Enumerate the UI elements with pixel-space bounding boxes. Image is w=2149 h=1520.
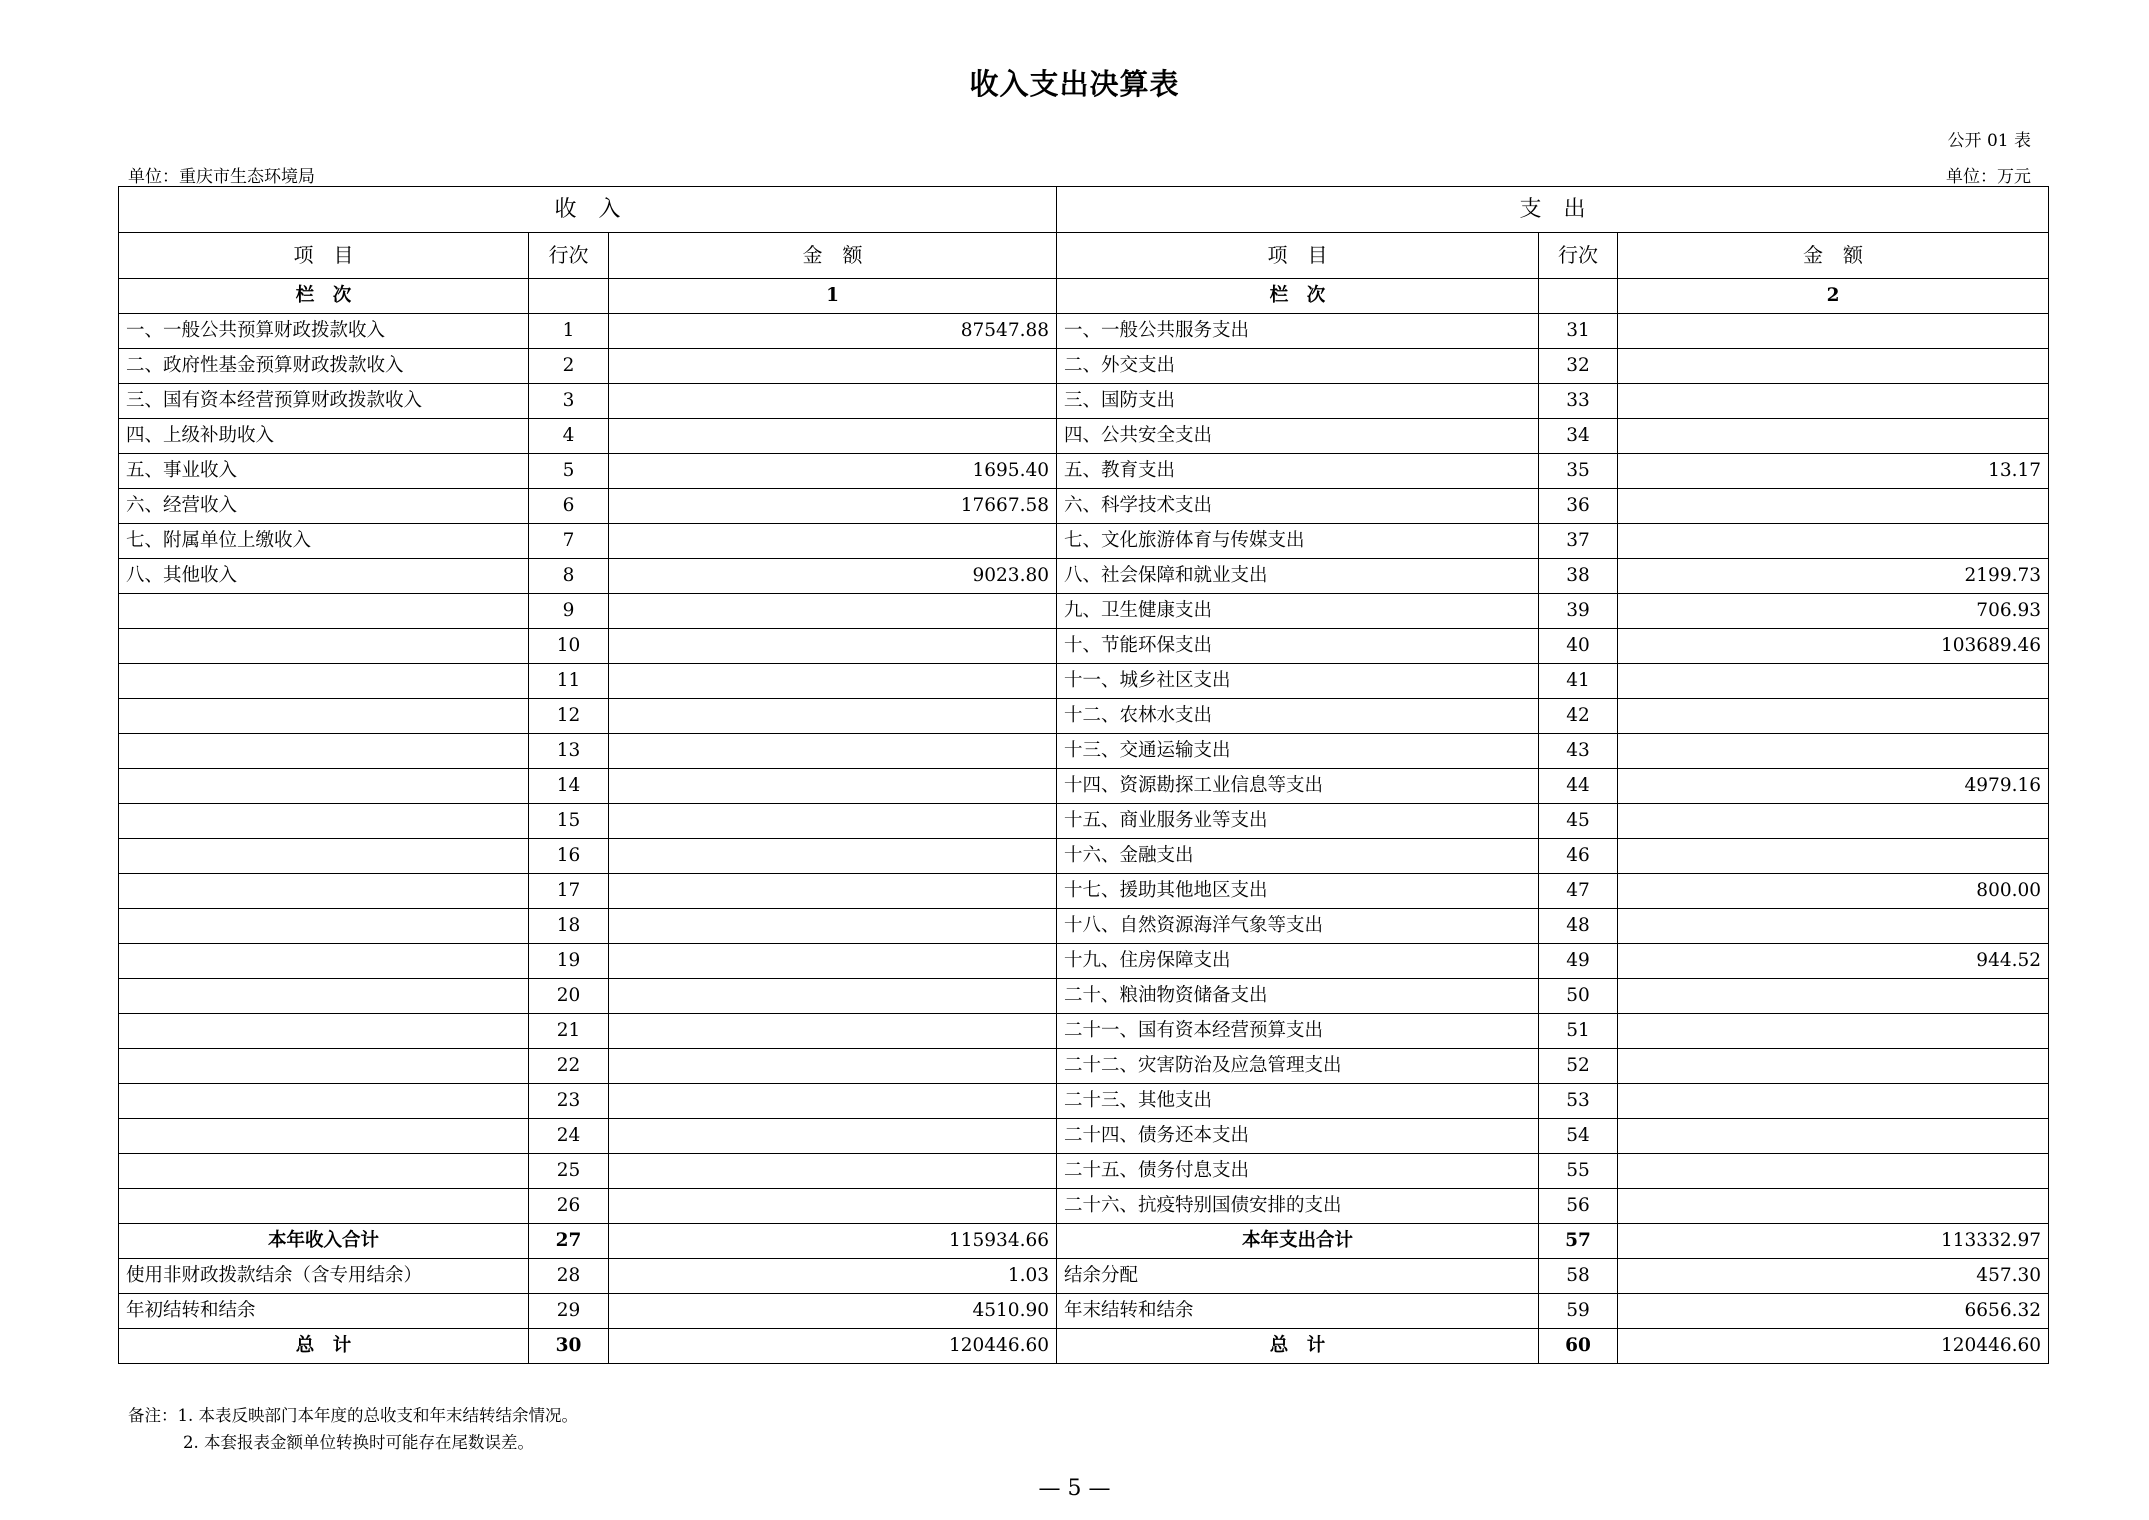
- income-amount-cell: [609, 1119, 1057, 1154]
- expense-amount-cell: 457.30: [1618, 1259, 2049, 1294]
- expense-amount-cell: [1618, 524, 2049, 559]
- page-number: — 5 —: [1038, 1476, 1111, 1501]
- income-item-cell: [119, 1189, 529, 1224]
- expense-item-cell: 本年支出合计: [1057, 1224, 1539, 1259]
- income-line-no-cell: 30: [529, 1329, 609, 1364]
- income-column-blank: [529, 279, 609, 314]
- table-row: [119, 489, 2049, 524]
- expense-item-cell: 十六、金融支出: [1057, 839, 1539, 874]
- expense-line-no-cell: 44: [1539, 769, 1618, 804]
- expense-item-cell: 十九、住房保障支出: [1057, 944, 1539, 979]
- income-line-no-cell: 22: [529, 1049, 609, 1084]
- expense-amount-cell: 944.52: [1618, 944, 2049, 979]
- income-amount-cell: 87547.88: [609, 314, 1057, 349]
- expense-line-no-cell: 37: [1539, 524, 1618, 559]
- expense-item-cell: 结余分配: [1057, 1259, 1539, 1294]
- income-line-no-cell: 2: [529, 349, 609, 384]
- expense-line-no-cell: 54: [1539, 1119, 1618, 1154]
- income-item-cell: 二、政府性基金预算财政拨款收入: [119, 349, 529, 384]
- expense-line-no-cell: 39: [1539, 594, 1618, 629]
- page-title: 收入支出决算表: [969, 67, 1180, 101]
- income-amount-cell: [609, 979, 1057, 1014]
- income-line-no-cell: 24: [529, 1119, 609, 1154]
- income-item-cell: 五、事业收入: [119, 454, 529, 489]
- expense-line-no-cell: 55: [1539, 1154, 1618, 1189]
- expense-amount-header: 金 额: [1618, 233, 2049, 279]
- expense-item-cell: 二十四、债务还本支出: [1057, 1119, 1539, 1154]
- note-line-1: 备注：1. 本表反映部门本年度的总收支和年末结转结余情况。: [128, 1406, 578, 1425]
- expense-line-no-cell: 46: [1539, 839, 1618, 874]
- expense-item-cell: 十三、交通运输支出: [1057, 734, 1539, 769]
- table-row: [119, 874, 2049, 909]
- expense-line-no-cell: 42: [1539, 699, 1618, 734]
- income-item-cell: [119, 944, 529, 979]
- expense-line-no-cell: 40: [1539, 629, 1618, 664]
- income-item-cell: [119, 1084, 529, 1119]
- income-item-cell: 使用非财政拨款结余（含专用结余）: [119, 1259, 529, 1294]
- table-row: [119, 1294, 2049, 1329]
- expense-amount-cell: 706.93: [1618, 594, 2049, 629]
- income-amount-cell: [609, 384, 1057, 419]
- expense-amount-cell: [1618, 489, 2049, 524]
- income-amount-cell: [609, 804, 1057, 839]
- income-item-cell: [119, 1014, 529, 1049]
- income-line-no-cell: 25: [529, 1154, 609, 1189]
- income-line-no-cell: 9: [529, 594, 609, 629]
- expense-item-header: 项 目: [1057, 233, 1539, 279]
- income-amount-cell: [609, 734, 1057, 769]
- table-row: [119, 909, 2049, 944]
- table-row: [119, 524, 2049, 559]
- expense-line-no-cell: 32: [1539, 349, 1618, 384]
- income-amount-cell: [609, 944, 1057, 979]
- income-amount-cell: [609, 629, 1057, 664]
- income-item-cell: [119, 594, 529, 629]
- income-line-no-cell: 14: [529, 769, 609, 804]
- income-line-no-cell: 11: [529, 664, 609, 699]
- income-item-cell: 四、上级补助收入: [119, 419, 529, 454]
- expense-item-cell: 二、外交支出: [1057, 349, 1539, 384]
- table-row: [119, 1049, 2049, 1084]
- expense-amount-cell: 4979.16: [1618, 769, 2049, 804]
- expense-item-cell: 十七、援助其他地区支出: [1057, 874, 1539, 909]
- expense-item-cell: 二十一、国有资本经营预算支出: [1057, 1014, 1539, 1049]
- expense-line-no-cell: 49: [1539, 944, 1618, 979]
- table-row: [119, 1084, 2049, 1119]
- expense-amount-cell: 2199.73: [1618, 559, 2049, 594]
- income-item-cell: [119, 1154, 529, 1189]
- income-amount-cell: [609, 699, 1057, 734]
- table-row: [119, 384, 2049, 419]
- table-row: [119, 769, 2049, 804]
- income-amount-cell: [609, 839, 1057, 874]
- expense-amount-cell: [1618, 1154, 2049, 1189]
- expense-column-blank: [1539, 279, 1618, 314]
- expense-section-header: 支 出: [1057, 187, 2049, 233]
- expense-item-cell: 十四、资源勘探工业信息等支出: [1057, 769, 1539, 804]
- table-row: [119, 349, 2049, 384]
- income-amount-cell: 17667.58: [609, 489, 1057, 524]
- table-row: [119, 419, 2049, 454]
- note-line-2: 2. 本套报表金额单位转换时可能存在尾数误差。: [183, 1433, 534, 1452]
- income-amount-cell: [609, 419, 1057, 454]
- section-header-row: [119, 187, 2049, 233]
- income-line-no-cell: 8: [529, 559, 609, 594]
- income-amount-cell: [609, 349, 1057, 384]
- income-item-cell: [119, 979, 529, 1014]
- expense-amount-cell: [1618, 419, 2049, 454]
- income-line-no-cell: 18: [529, 909, 609, 944]
- income-line-no-cell: 23: [529, 1084, 609, 1119]
- expense-amount-cell: [1618, 664, 2049, 699]
- expense-line-no-cell: 51: [1539, 1014, 1618, 1049]
- expense-column-label: 栏 次: [1057, 279, 1539, 314]
- expense-item-cell: 六、科学技术支出: [1057, 489, 1539, 524]
- income-amount-cell: [609, 874, 1057, 909]
- table-row: [119, 944, 2049, 979]
- notes: [128, 1402, 578, 1456]
- income-amount-cell: 1.03: [609, 1259, 1057, 1294]
- income-amount-cell: [609, 1014, 1057, 1049]
- income-expense-table: [118, 186, 2049, 1364]
- expense-line-no-cell: 36: [1539, 489, 1618, 524]
- income-item-cell: 六、经营收入: [119, 489, 529, 524]
- income-amount-header: 金 额: [609, 233, 1057, 279]
- expense-amount-cell: 800.00: [1618, 874, 2049, 909]
- table-row: [119, 734, 2049, 769]
- expense-amount-cell: [1618, 699, 2049, 734]
- expense-item-cell: 五、教育支出: [1057, 454, 1539, 489]
- expense-line-no-cell: 57: [1539, 1224, 1618, 1259]
- table-row: [119, 314, 2049, 349]
- income-line-no-cell: 1: [529, 314, 609, 349]
- income-amount-cell: [609, 524, 1057, 559]
- income-item-cell: [119, 804, 529, 839]
- expense-amount-cell: 103689.46: [1618, 629, 2049, 664]
- income-item-cell: 一、一般公共预算财政拨款收入: [119, 314, 529, 349]
- income-amount-cell: 1695.40: [609, 454, 1057, 489]
- income-amount-cell: [609, 1154, 1057, 1189]
- expense-item-cell: 一、一般公共服务支出: [1057, 314, 1539, 349]
- expense-amount-cell: [1618, 979, 2049, 1014]
- income-item-cell: [119, 909, 529, 944]
- income-line-no-header: 行次: [529, 233, 609, 279]
- income-amount-cell: [609, 909, 1057, 944]
- income-line-no-cell: 13: [529, 734, 609, 769]
- income-section-header: 收 入: [119, 187, 1057, 233]
- income-line-no-cell: 21: [529, 1014, 609, 1049]
- expense-line-no-cell: 52: [1539, 1049, 1618, 1084]
- expense-item-cell: 二十二、灾害防治及应急管理支出: [1057, 1049, 1539, 1084]
- expense-item-cell: 二十六、抗疫特别国债安排的支出: [1057, 1189, 1539, 1224]
- expense-amount-cell: [1618, 349, 2049, 384]
- income-line-no-cell: 26: [529, 1189, 609, 1224]
- income-item-header: 项 目: [119, 233, 529, 279]
- expense-line-no-cell: 53: [1539, 1084, 1618, 1119]
- income-item-cell: [119, 1119, 529, 1154]
- expense-line-no-cell: 59: [1539, 1294, 1618, 1329]
- expense-amount-cell: [1618, 1049, 2049, 1084]
- expense-line-no-cell: 47: [1539, 874, 1618, 909]
- income-item-cell: [119, 874, 529, 909]
- column-header-row: [119, 233, 2049, 279]
- table-row: [119, 804, 2049, 839]
- expense-amount-cell: 113332.97: [1618, 1224, 2049, 1259]
- income-item-cell: 年初结转和结余: [119, 1294, 529, 1329]
- expense-amount-cell: 6656.32: [1618, 1294, 2049, 1329]
- income-line-no-cell: 5: [529, 454, 609, 489]
- income-amount-cell: 4510.90: [609, 1294, 1057, 1329]
- income-line-no-cell: 28: [529, 1259, 609, 1294]
- expense-item-cell: 三、国防支出: [1057, 384, 1539, 419]
- income-line-no-cell: 12: [529, 699, 609, 734]
- table-row: [119, 664, 2049, 699]
- income-line-no-cell: 7: [529, 524, 609, 559]
- expense-item-cell: 四、公共安全支出: [1057, 419, 1539, 454]
- table-row: [119, 629, 2049, 664]
- table-row: [119, 1014, 2049, 1049]
- income-item-cell: [119, 699, 529, 734]
- expense-line-no-cell: 41: [1539, 664, 1618, 699]
- income-amount-cell: [609, 1049, 1057, 1084]
- expense-item-cell: 十八、自然资源海洋气象等支出: [1057, 909, 1539, 944]
- income-line-no-cell: 3: [529, 384, 609, 419]
- income-amount-cell: 9023.80: [609, 559, 1057, 594]
- income-item-cell: [119, 734, 529, 769]
- income-amount-cell: [609, 664, 1057, 699]
- income-item-cell: 本年收入合计: [119, 1224, 529, 1259]
- income-line-no-cell: 27: [529, 1224, 609, 1259]
- expense-item-cell: 十二、农林水支出: [1057, 699, 1539, 734]
- form-number: 公开 01 表: [1947, 131, 2031, 151]
- expense-amount-cell: [1618, 1189, 2049, 1224]
- unit-organization: 单位：重庆市生态环境局: [128, 167, 315, 187]
- income-item-cell: [119, 629, 529, 664]
- expense-item-cell: 十、节能环保支出: [1057, 629, 1539, 664]
- table-row: [119, 1119, 2049, 1154]
- income-item-cell: [119, 769, 529, 804]
- expense-item-cell: 总 计: [1057, 1329, 1539, 1364]
- expense-amount-cell: [1618, 1119, 2049, 1154]
- expense-line-no-cell: 43: [1539, 734, 1618, 769]
- expense-column-number: 2: [1618, 279, 2049, 314]
- expense-item-cell: 八、社会保障和就业支出: [1057, 559, 1539, 594]
- income-item-cell: 七、附属单位上缴收入: [119, 524, 529, 559]
- expense-line-no-cell: 58: [1539, 1259, 1618, 1294]
- table-row: [119, 979, 2049, 1014]
- table-row: [119, 699, 2049, 734]
- income-item-cell: 八、其他收入: [119, 559, 529, 594]
- income-amount-cell: [609, 1189, 1057, 1224]
- income-line-no-cell: 15: [529, 804, 609, 839]
- expense-amount-cell: [1618, 909, 2049, 944]
- table-row: [119, 1259, 2049, 1294]
- expense-item-cell: 九、卫生健康支出: [1057, 594, 1539, 629]
- expense-item-cell: 十五、商业服务业等支出: [1057, 804, 1539, 839]
- expense-amount-cell: [1618, 1084, 2049, 1119]
- income-amount-cell: [609, 594, 1057, 629]
- expense-line-no-cell: 45: [1539, 804, 1618, 839]
- expense-item-cell: 十一、城乡社区支出: [1057, 664, 1539, 699]
- expense-line-no-cell: 33: [1539, 384, 1618, 419]
- income-item-cell: [119, 664, 529, 699]
- income-line-no-cell: 4: [529, 419, 609, 454]
- expense-line-no-cell: 60: [1539, 1329, 1618, 1364]
- income-item-cell: 三、国有资本经营预算财政拨款收入: [119, 384, 529, 419]
- expense-amount-cell: [1618, 839, 2049, 874]
- expense-amount-cell: [1618, 314, 2049, 349]
- income-amount-cell: 120446.60: [609, 1329, 1057, 1364]
- expense-amount-cell: [1618, 384, 2049, 419]
- income-amount-cell: [609, 769, 1057, 804]
- income-line-no-cell: 17: [529, 874, 609, 909]
- expense-line-no-cell: 35: [1539, 454, 1618, 489]
- grand-total-row: [119, 1329, 2049, 1364]
- expense-line-no-cell: 38: [1539, 559, 1618, 594]
- income-line-no-cell: 20: [529, 979, 609, 1014]
- table-row: [119, 839, 2049, 874]
- expense-line-no-cell: 48: [1539, 909, 1618, 944]
- income-item-cell: 总 计: [119, 1329, 529, 1364]
- income-item-cell: [119, 1049, 529, 1084]
- table-row: [119, 594, 2049, 629]
- expense-item-cell: 年末结转和结余: [1057, 1294, 1539, 1329]
- expense-item-cell: 二十、粮油物资储备支出: [1057, 979, 1539, 1014]
- income-line-no-cell: 19: [529, 944, 609, 979]
- expense-item-cell: 七、文化旅游体育与传媒支出: [1057, 524, 1539, 559]
- year-total-row: [119, 1224, 2049, 1259]
- column-number-row: [119, 279, 2049, 314]
- table-row: [119, 559, 2049, 594]
- expense-amount-cell: [1618, 1014, 2049, 1049]
- expense-line-no-cell: 50: [1539, 979, 1618, 1014]
- expense-item-cell: 二十三、其他支出: [1057, 1084, 1539, 1119]
- income-line-no-cell: 10: [529, 629, 609, 664]
- income-item-cell: [119, 839, 529, 874]
- income-line-no-cell: 29: [529, 1294, 609, 1329]
- expense-line-no-cell: 56: [1539, 1189, 1618, 1224]
- income-line-no-cell: 16: [529, 839, 609, 874]
- income-line-no-cell: 6: [529, 489, 609, 524]
- expense-amount-cell: 13.17: [1618, 454, 2049, 489]
- income-amount-cell: [609, 1084, 1057, 1119]
- income-amount-cell: 115934.66: [609, 1224, 1057, 1259]
- expense-item-cell: 二十五、债务付息支出: [1057, 1154, 1539, 1189]
- expense-amount-cell: 120446.60: [1618, 1329, 2049, 1364]
- expense-line-no-cell: 31: [1539, 314, 1618, 349]
- table-row: [119, 454, 2049, 489]
- income-column-number: 1: [609, 279, 1057, 314]
- expense-line-no-header: 行次: [1539, 233, 1618, 279]
- expense-line-no-cell: 34: [1539, 419, 1618, 454]
- expense-amount-cell: [1618, 804, 2049, 839]
- income-column-label: 栏 次: [119, 279, 529, 314]
- unit-currency: 单位：万元: [1946, 167, 2031, 187]
- expense-amount-cell: [1618, 734, 2049, 769]
- table-row: [119, 1189, 2049, 1224]
- table-row: [119, 1154, 2049, 1189]
